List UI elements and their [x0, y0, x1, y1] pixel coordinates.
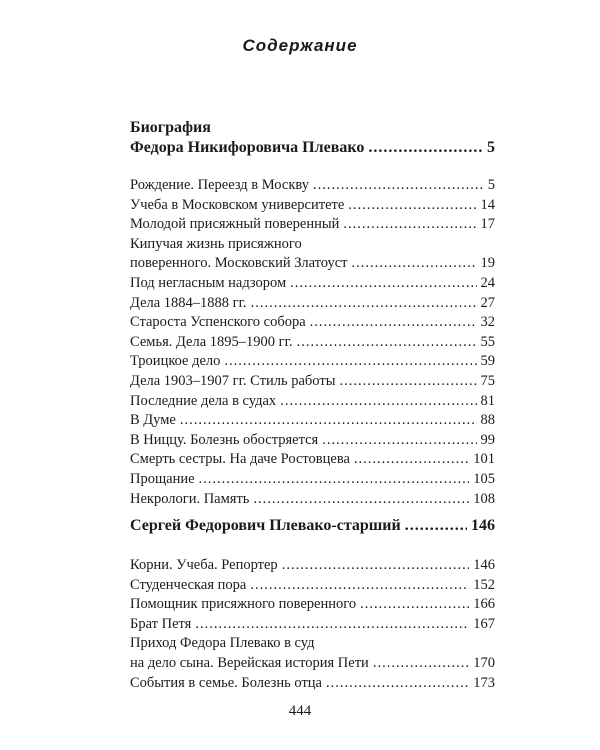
toc-entry-title: Рождение. Переезд в Москву — [130, 177, 309, 193]
toc-entry-title: Некрологи. Память — [130, 490, 250, 507]
page-number: 444 — [288, 703, 312, 719]
toc-entry[interactable] — [130, 470, 495, 490]
toc-entry-page: 59 — [480, 353, 495, 370]
toc-entry-title-line2: на дело сына. Верейская история Пети — [130, 654, 369, 671]
section-title: Сергей Федорович Плевако-старший — [130, 517, 401, 534]
toc-entry-title: В Ниццу. Болезнь обостряется — [130, 431, 319, 448]
toc-entry-page: 19 — [480, 255, 495, 272]
leader-dots — [373, 654, 469, 674]
section-heading-biography[interactable] — [130, 118, 495, 158]
leader-dots — [282, 556, 470, 576]
leader-dots — [250, 576, 469, 596]
toc-entry-title: Семья. Дела 1895–1900 гг. — [130, 333, 293, 350]
toc-entry-title: Прощание — [130, 470, 195, 487]
toc-entry-title: Последние дела в судах — [130, 392, 277, 409]
toc-entry-title: События в семье. Болезнь отца — [130, 674, 322, 691]
leader-dots — [343, 215, 476, 235]
toc-entry-page: 152 — [473, 576, 495, 593]
toc-entry-page: 166 — [473, 596, 495, 613]
toc-entry-page: 14 — [480, 196, 495, 213]
toc-entry-page: 5 — [487, 177, 495, 193]
toc-entry-page: 101 — [473, 451, 495, 468]
section-title-line2: Федора Никифоровича Плевако — [130, 139, 365, 156]
leader-dots — [199, 470, 470, 490]
section-page-number: 5 — [487, 139, 495, 156]
toc-entry-title-line2: поверенного. Московский Златоуст — [130, 255, 348, 272]
toc-entry-title: Студенческая пора — [130, 576, 247, 593]
leader-dots — [352, 254, 477, 274]
toc-entry-page: 105 — [473, 470, 495, 487]
section-title-row — [130, 516, 495, 536]
toc-entry-page: 99 — [480, 431, 495, 448]
leader-dots — [368, 138, 483, 158]
toc-entry[interactable] — [130, 674, 495, 694]
leader-dots — [405, 516, 467, 536]
toc-entry[interactable] — [130, 450, 495, 470]
leader-dots — [180, 411, 477, 431]
leader-dots — [195, 615, 469, 635]
toc-entry-page: 24 — [480, 274, 495, 291]
toc-entry[interactable] — [130, 313, 495, 333]
toc-list-biography — [130, 176, 495, 509]
leader-dots — [310, 313, 477, 333]
toc-entry-title-line1[interactable]: Кипучая жизнь присяжного — [130, 235, 302, 252]
toc-entry-page: 167 — [473, 615, 495, 632]
leader-dots — [322, 431, 476, 451]
toc-entry-title: Молодой присяжный поверенный — [130, 216, 340, 233]
leader-dots — [253, 490, 469, 510]
toc-entry-page: 146 — [473, 557, 495, 573]
toc-entry[interactable] — [130, 196, 495, 216]
section-heading-sergei[interactable] — [130, 516, 495, 536]
toc-entry-title: Помощник присяжного поверенного — [130, 596, 357, 613]
toc-entry-page: 108 — [473, 490, 495, 507]
toc-entry-title: Корни. Учеба. Репортер — [130, 557, 278, 573]
toc-entry-title: В Думе — [130, 412, 176, 429]
leader-dots — [360, 595, 469, 615]
section-title-line2-row — [130, 138, 495, 158]
toc-entry-title: Дела 1903–1907 гг. Стиль работы — [130, 372, 336, 389]
section-page-number: 146 — [471, 517, 495, 534]
toc-entry[interactable] — [130, 254, 495, 274]
leader-dots — [297, 333, 477, 353]
toc-entry[interactable] — [130, 176, 495, 196]
toc-entry[interactable] — [130, 654, 495, 674]
leader-dots — [251, 294, 477, 314]
toc-entry-page: 55 — [480, 333, 495, 350]
toc-entry-title-line1[interactable]: Приход Федора Плевако в суд — [130, 635, 315, 652]
toc-entry-title: Староста Успенского собора — [130, 314, 306, 331]
leader-dots — [326, 674, 469, 694]
toc-entry[interactable] — [130, 556, 495, 576]
toc-entry-title: Под негласным надзором — [130, 274, 287, 291]
toc-entry[interactable] — [130, 215, 495, 235]
toc-entry-page: 75 — [480, 372, 495, 389]
toc-entry[interactable] — [130, 352, 495, 372]
toc-entry[interactable] — [130, 294, 495, 314]
leader-dots — [280, 392, 476, 412]
toc-entry-page: 88 — [480, 412, 495, 429]
toc-entry[interactable] — [130, 431, 495, 451]
toc-entry-title: Брат Петя — [130, 615, 192, 632]
leader-dots — [339, 372, 476, 392]
toc-entry-page: 81 — [480, 392, 495, 409]
toc-entry-page: 17 — [480, 216, 495, 233]
toc-entry[interactable] — [130, 576, 495, 596]
leader-dots — [290, 274, 476, 294]
toc-entry[interactable] — [130, 615, 495, 635]
leader-dots — [313, 176, 484, 196]
toc-entry-title: Дела 1884–1888 гг. — [130, 294, 247, 311]
toc-entry-page: 27 — [480, 294, 495, 311]
toc-list-sergei — [130, 556, 495, 693]
section-title-line1: Биография — [130, 119, 211, 136]
leader-dots — [348, 196, 476, 216]
toc-entry[interactable] — [130, 274, 495, 294]
toc-entry-title: Смерть сестры. На даче Ростовцева — [130, 451, 350, 468]
leader-dots — [224, 352, 476, 372]
toc-entry-title: Троицкое дело — [130, 353, 221, 370]
page-title: Содержание — [242, 36, 358, 55]
toc-entry[interactable] — [130, 392, 495, 412]
leader-dots — [354, 450, 469, 470]
toc-entry-page: 32 — [480, 314, 495, 331]
toc-entry-page: 170 — [473, 654, 495, 671]
toc-entry-title: Учеба в Московском университете — [130, 196, 345, 213]
toc-entry[interactable] — [130, 595, 495, 615]
toc-entry[interactable] — [130, 411, 495, 431]
toc-entry-page: 173 — [473, 674, 495, 691]
toc-entry[interactable] — [130, 372, 495, 392]
toc-entry[interactable] — [130, 490, 495, 510]
toc-entry[interactable] — [130, 333, 495, 353]
